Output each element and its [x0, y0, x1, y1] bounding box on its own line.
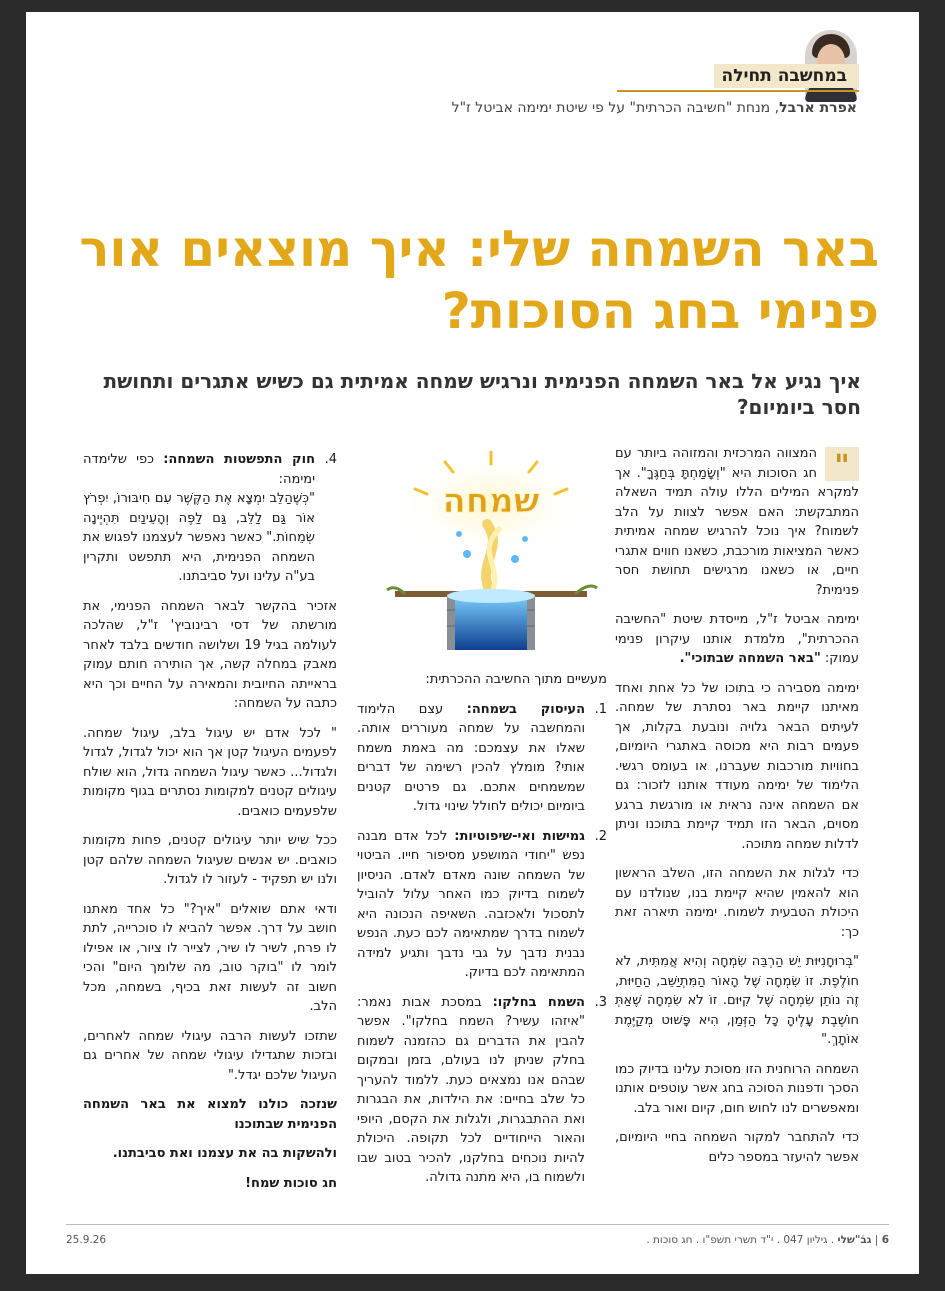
list-item: 1. העיסוק בשמחה: עצם הלימוד והמחשבה על שמחה מעוררים אותה. שאלו את עצמכם: מה באמת משמח אותי? מומלץ להכין רשימה של דברים שמשמחים אתכם. גם פרטים קטנים ביומיום יכולים לחולל שינוי גדול.: [357, 701, 607, 814]
well-illustration: [375, 444, 607, 654]
paragraph: ימימה מסבירה כי בתוכו של כל אחת ואחד מאיתנו קיימת באר נסתרת של שמחה. לעיתים הבאר גלויה ונובעת בקלות, אך פעמים רבות היא מכוסה באתגרי היומיום, בחוויות מורכבות שעברנו, או בעומס רגשי. הלימוד של ימימה מעודד אותנו לזכור: גם אם השמחה אינה נראית או מורגשת ברגע מסוים, הבאר הזו תמיד קיימת בתוכנו וניתן לדלות שמחה מתוכה.: [615, 680, 859, 852]
author-description: , מנחת "חשיבה הכרתית" על פי שיטת ימימה אביטל ז"ל: [451, 100, 780, 116]
byline: [452, 100, 857, 116]
quote-paragraph: ודאי אתם שואלים "איך?" כל אחד מאתנו חושב על דרך. אפשר להביא לו סוכרייה, לתת לו פרח, לשיר לו שיר, לצייר לו ציור, או אפילו לומר לו "בוקר טוב, מה שלומך היום" והכי חשוב זה לעשות זאת בכיף, בשמחה, מכל הלב.: [83, 901, 337, 1014]
quote-paragraph: ככל שיש יותר עיגולים קטנים, פחות מקומות כואבים. יש אנשים שעיגול השמחה שלהם קטן ולנו יש תפקיד - לעזור לו לגדול.: [83, 833, 337, 887]
article-subtitle: איך נגיע אל באר השמחה הפנימית ונרגיש שמחה אמיתית גם כשיש אתגרים ותחושת חסר ביומיום?: [103, 369, 861, 419]
tools-intro: מעשיים מתוך החשיבה ההכרתית:: [425, 672, 607, 687]
column-right: [615, 444, 859, 1177]
magazine-page: במחשבה תחילה אפרת ארבל, מנחת "חשיבה הכרתית" על פי שיטת ימימה אביטל ז"ל באר השמחה שלי: איך מוצאים אור פנימי בחג הסוכות? איך נגיע אל באר השמחה הפנימית ונרגיש שמחה אמיתית גם כשיש אתגרים ותחושת חסר ביומיום? " המצווה המרכזית והמזוהה ביותר עם חג הסוכות היא "וְשָׂמַחְתָּ בְּחַגֶּךָ". אך למקרא המילים הללו עולה תמיד השאלה המתבקשת: האם אפשר לצוות על הלב לשמוח? איך נוכל להרגיש שמחה אמיתית כאשר המציאות מורכבת, כשאנו חווים אתגרי חיים, או כשאנו מרגישים תחושת חסר פנימית? ימימה אביטל ז"ל, מייסדת שיטת "החשיבה ההכרתית", מלמדת אותנו עיקרון פנימי עמוק: "באר השמחה שבתוכי". ימימה מסבירה כי בתוכו של כל אחת ואחד מאיתנו קיימת באר נסתרת של שמחה. לעיתים הבאר גלויה ונובעת בקלות, אך פעמים רבות היא מכוסה באתגרי היומיום, בחוויות מורכבות שעברנו, או בעומס רגשי. הלימוד של ימימה מעודד אותנו לזכור: גם אם השמחה אינה נראית או מורגשת ברגע מסוים, הבאר הזו תמיד קיימת בתוכנו וניתן לדלות שמחה מתוכה. כדי לגלות את השמחה הזו, השלב הראשון הוא להאמין שהיא קיימת בנו, שנולדנו עם היכולת הטבעית לשמוח. ימימה תיארה זאת כך: "בְּרוּחָנִיּוּת יֵשׁ הַרְבֵּה שִׂמְחָה וְהִיא אֲמִתִּית, לֹא חוֹלֶפֶת. זוֹ שִׂמְחָה שֶׁל הָאוֹר הַמִּתְיַשֵּׁב, הַחַיּוּת, זֶה נוֹתֵן שִׂמְחָה שֶׁל קִיּוּם. זוֹ לֹא שִׂמְחָה שֶׁאַתְּ חוֹשֶׁבֶת עָלֶיהָ כָּל הַזְּמַן, הִיא פָּשׁוּט מְקַיֶּמֶת אוֹתָךְ." השמחה הרוחנית הזו מסוכת עלינו בדיוק כמו הסכך ודפנות הסוכה בחג אשר עוטפים אותנו ומאפשרים לנו לחוש חום, קיום ואור בלב. כדי להתחבר למקור השמחה בחיי היומיום, אפשר להיעזר במספר כלים שמחה מעשיים מתוך החשיבה ההכרתית: 1. העיסוק בשמחה: עצם הלימוד והמחשבה על שמחה מעוררים אותה. שאלו את עצמכם: מה באמת משמח אותי? מומלץ להכין רשימה של דברים שמשמחים אתכם. גם פרטים קטנים ביומיום יכולים לחולל שינוי גדול. 2. גמישות ואי-שיפוטיות: לכל אדם מבנה נפש "יחודי המושפע מסיפור חייו. הביטוי של השמחה שונה מאדם לאדם. הניסיון לשמוח בדיוק כמו האחר עלול להוביל לתסכול ולאכזבה. השאיפה הנכונה היא לשמוח בדרך שמתאימה לכם כעת. הנפש נבנית נדבך על גבי נדבך ותגיע למידה המתאימה לכם בדיוק. 3. השמח בחלקו: במסכת אבות נאמר: "איזהו עשיר? השמח בחלקו". אפשר להבין את הדברים גם כהזמנה לשמוח בחלק שניתן לנו בעולם, בזמן ובמקום שבהם אנו נמצאים כעת. ללמוד להעריך כל שלב בחיים: את הילדות, את הבגרות ואת ההתבגרות, ולגלות את הקסם, היופי והאור הייחודיים לכל תקופה. היכולת להיות נוכחים בחלקנו, להכיר בטוב שבו ולשמוח בו, היא מתנה גדולה. 4. חוק התפשטות השמחה: כפי שלימדה ימימה: "כְּשֶׁהַלֵּב יִמְצָא אֶת הַקֶּשֶׁר עִם חִיבּוּרוֹ, יִפְרֹץ אוֹר גַּם לַלֵּב, גַּם לַפֶּה וְהָעֵינַיִם תִּהְיֶינָה שְׂמֵחוֹת." כאשר נאפשר לעצמנו לפגוש את השמחה הפנימית, היא תתפשט ותקרין בע"ה עלינו ועל סביבתנו. אזכיר בהקשר לבאר השמחה הפנימי, את מורשתה של דסי רבינוביץ' ז"ל, שהלכה לעולמה בגיל 19 ושלושה חודשים בלבד לאחר מאבק במחלה קשה, אך הותירה חותם עמוק בראייתה החיובית והמאירה על החיים וכך היא כתבה על השמחה: " לכל אדם יש עיגול בלב, עיגול שמחה. לפעמים העיגול קטן אך הוא יכול לגדול, לגדול ולגדול... כאשר עיגול השמחה גדול, הוא שולח עיגולים קטנים למקומות נסתרים בגוף מקומות שלפעמים כואבים. ככל שיש יותר עיגולים קטנים, פחות מקומות כואבים. יש אנשים שעיגול השמחה שלהם קטן ולנו יש תפקיד - לעזור לו לגדול. ודאי אתם שואלים "איך?" כל אחד מאתנו חושב על דרך. אפשר להביא לו סוכרייה, לתת לו פרח, לשיר לו שיר, לצייר לו ציור, או אפילו לומר לו "בוקר טוב, מה שלומך היום" והכי חשוב זה לעשות זאת בכיף, בשמחה, מכל הלב. שתזכו לעשות הרבה עיגולי שמחה לאחרים, ובזכות שתגדילו עיגולי שמחה של אחרים גם העיגול שלכם יגדל." שנזכה כולנו למצוא את באר השמחה הפנימית שבתוכנו ולהשקות בה את עצמנו ואת סביבתנו. חג סוכות שמח! 6 | גבֹ"שלי . גיליון 047 . י"ד תשרי תשפ"ו . חג סוכות . 25.9.26: [26, 12, 919, 1274]
list-item: 2. גמישות ואי-שיפוטיות: לכל אדם מבנה נפש "יחודי המושפע מסיפור חייו. הביטוי של השמחה שונה מאדם לאדם. הניסיון לשמוח בדיוק כמו האחר עלול להוביל לתסכול ולאכזבה. השאיפה הנכונה היא לשמוח בדרך שמתאימה לכם כעת. הנפש נבנית נדבך על גבי נדבך ותגיע למידה המתאימה לכם בדיוק.: [357, 828, 607, 980]
article-title: באר השמחה שלי: איך מוצאים אור פנימי בחג הסוכות?: [79, 220, 879, 340]
author-name: אפרת ארבל: [779, 100, 857, 116]
quote-paragraph: שתזכו לעשות הרבה עיגולי שמחה לאחרים, ובזכות שתגדילו עיגולי שמחה של אחרים גם העיגול שלכם יגדל.": [83, 1028, 337, 1083]
footer-rule: [66, 1224, 889, 1225]
quote-icon: ": [825, 447, 859, 481]
section-label: במחשבה תחילה: [714, 64, 859, 88]
paragraph: ימימה אביטל ז"ל, מייסדת שיטת "החשיבה ההכרתית", מלמדת אותנו עיקרון פנימי עמוק: "באר השמחה שבתוכי".: [615, 612, 859, 666]
intro-paragraph: " המצווה המרכזית והמזוהה ביותר עם חג הסוכות היא "וְשָׂמַחְתָּ בְּחַגֶּךָ". אך למקרא המילים הללו עולה תמיד השאלה המתבקשת: האם אפשר לצוות על הלב לשמוח? איך נוכל להרגיש שמחה אמיתית כאשר המציאות מורכבת, כשאנו חווים אתגרי חיים, או כשאנו מרגישים תחושת חסר פנימית?: [615, 446, 859, 598]
issue-info: . גיליון 047 . י"ד תשרי תשפ"ו . חג סוכות .: [646, 1234, 835, 1246]
list-item: 3. השמח בחלקו: במסכת אבות נאמר: "איזהו עשיר? השמח בחלקו". אפשר להבין את הדברים גם כהזמנה לשמוח בחלק שניתן לנו בעולם, בזמן ובמקום שבהם אנו נמצאים כעת. ללמוד להעריך כל שלב בחיים: את הילדות, את הבגרות ואת ההתבגרות, ולגלות את הקסם, היופי והאור הייחודיים לכל תקופה. היכולת להיות נוכחים בחלקנו, להכיר בטוב שבו ולשמוח בו, היא מתנה גדולה.: [357, 994, 607, 1185]
paragraph: אזכיר בהקשר לבאר השמחה הפנימי, את מורשתה של דסי רבינוביץ' ז"ל, שהלכה לעולמה בגיל 19 ושלושה חודשים בלבד לאחר מאבק במחלה קשה, אך הותירה חותם עמוק בראייתה החיובית והמאירה על החיים וכך היא כתבה על השמחה:: [83, 598, 337, 711]
column-left: [83, 450, 337, 1203]
quote: "כְּשֶׁהַלֵּב יִמְצָא אֶת הַקֶּשֶׁר עִם חִיבּוּרוֹ, יִפְרֹץ אוֹר גַּם לַלֵּב, גַּם לַפֶּה וְהָעֵינַיִם תִּהְיֶינָה שְׂמֵחוֹת." כאשר נאפשר לעצמנו לפגוש את השמחה הפנימית, היא תתפשט ותקרין בע"ה עלינו ועל סביבתנו.: [83, 491, 315, 584]
magazine-name: גבֹ"שלי: [837, 1234, 872, 1246]
list-item: 4. חוק התפשטות השמחה: כפי שלימדה ימימה: "כְּשֶׁהַלֵּב יִמְצָא אֶת הַקֶּשֶׁר עִם חִיבּוּרוֹ, יִפְרֹץ אוֹר גַּם לַלֵּב, גַּם לַפֶּה וְהָעֵינַיִם תִּהְיֶינָה שְׂמֵחוֹת." כאשר נאפשר לעצמנו לפגוש את השמחה הפנימית, היא תתפשט ותקרין בע"ה עלינו ועל סביבתנו.: [83, 450, 337, 587]
paragraph: כדי לגלות את השמחה הזו, השלב הראשון הוא להאמין שהיא קיימת בנו, שנולדנו עם היכולת הטבעית לשמוח. ימימה תיארה זאת כך:: [615, 866, 859, 940]
page-number: 6: [881, 1234, 889, 1246]
paragraph: השמחה הרוחנית הזו מסוכת עלינו בדיוק כמו הסכך ודפנות הסוכה בחג אשר עוטפים אותנו ומאפשרים לנו לחוש חום, קיום ואור בלב.: [615, 1061, 859, 1116]
illustration-word: שמחה: [442, 481, 540, 521]
paragraph: כדי להתחבר למקור השמחה בחיי היומיום, אפשר להיעזר במספר כלים: [615, 1130, 859, 1165]
holiday-greeting: חג סוכות שמח!: [245, 1175, 337, 1191]
closing-line: ולהשקות בה את עצמנו ואת סביבתנו.: [112, 1146, 337, 1161]
closing-line: שנזכה כולנו למצוא את באר השמחה הפנימית שבתוכנו: [83, 1097, 337, 1132]
footer-date: 25.9.26: [66, 1234, 107, 1246]
column-middle: [357, 670, 607, 1198]
quote-paragraph: "בְּרוּחָנִיּוּת יֵשׁ הַרְבֵּה שִׂמְחָה וְהִיא אֲמִתִּית, לֹא חוֹלֶפֶת. זוֹ שִׂמְחָה שֶׁל הָאוֹר הַמִּתְיַשֵּׁב, הַחַיּוּת, זֶה נוֹתֵן שִׂמְחָה שֶׁל קִיּוּם. זוֹ לֹא שִׂמְחָה שֶׁאַתְּ חוֹשֶׁבֶת עָלֶיהָ כָּל הַזְּמַן, הִיא פָּשׁוּט מְקַיֶּמֶת אוֹתָךְ.": [615, 954, 859, 1047]
quote-paragraph: " לכל אדם יש עיגול בלב, עיגול שמחה. לפעמים העיגול קטן אך הוא יכול לגדול, לגדול ולגדול... כאשר עיגול השמחה גדול, הוא שולח עיגולים קטנים למקומות נסתרים בגוף מקומות שלפעמים כואבים.: [83, 725, 337, 819]
